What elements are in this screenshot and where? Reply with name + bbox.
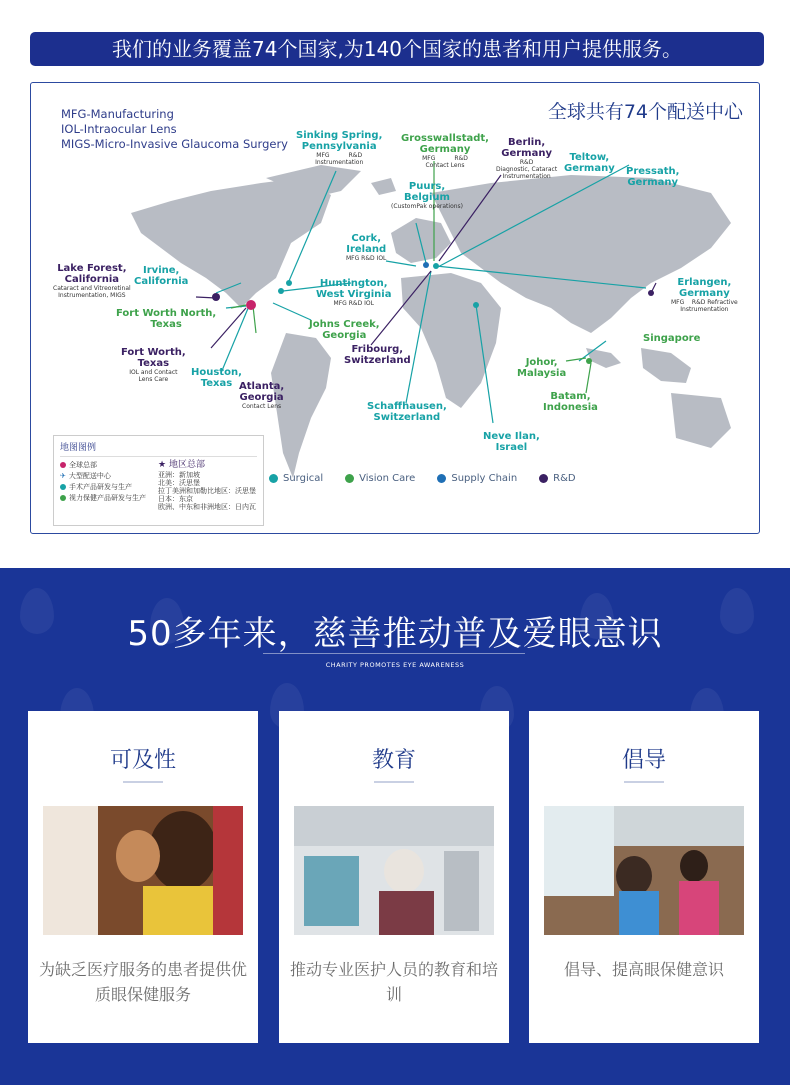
- card-divider: [374, 781, 414, 783]
- headquarters-dot-icon: [60, 462, 66, 468]
- site-note: (CustomPak operations): [391, 203, 464, 210]
- card-divider: [624, 781, 664, 783]
- site-name: Lake Forest, California: [57, 263, 127, 285]
- abbr-line: MIGS-Micro-Invasive Glaucoma Surgery: [61, 137, 288, 151]
- map-title: 全球共有74个配送中心: [547, 101, 743, 123]
- site-name: Pressath, Germany: [626, 166, 680, 188]
- site-singapore: [643, 333, 700, 344]
- site-erlangen: [671, 277, 738, 313]
- card-title: 倡导: [621, 748, 666, 773]
- site-huntington: [316, 278, 391, 307]
- abbr-line: IOL-Intraocular Lens: [61, 122, 177, 136]
- site-note: R&D Diagnostic, Cataract Instrumentation: [496, 159, 558, 180]
- airplane-icon: ✈: [60, 472, 66, 480]
- card-text: 为缺乏医疗服务的患者提供优质眼保健服务: [38, 960, 247, 1004]
- key-item: 全球总部: [69, 461, 97, 469]
- charity-subheading: CHARITY PROMOTES EYE AWARENESS: [325, 661, 465, 669]
- site-name: Houston, Texas: [191, 367, 242, 389]
- site-note: Cataract and Vitreoretinal Instrumentation, MIGS: [53, 285, 131, 299]
- regional-line: 北美：沃思堡: [158, 479, 200, 487]
- site-name: Johns Creek, Georgia: [309, 319, 380, 341]
- card-education: [279, 711, 509, 1043]
- site-note: MFG R&D Refractive Instrumentation: [671, 299, 738, 313]
- top-banner: 我们的业务覆盖74个国家,为140个国家的患者和用户提供服务。: [30, 32, 764, 66]
- site-lake-forest: [53, 263, 131, 299]
- site-neve-ilan: [483, 431, 540, 453]
- site-name: Teltow, Germany: [564, 152, 615, 174]
- map-key: [53, 435, 264, 526]
- vision-care-dot-icon: [60, 495, 66, 501]
- site-pressath: [626, 166, 679, 188]
- abbreviation-legend: [61, 107, 288, 152]
- site-name: Puurs, Belgium: [404, 181, 450, 203]
- charity-heading: 50多年来，慈善推动普及爱眼意识: [127, 614, 663, 654]
- legend-vision-care: Vision Care: [345, 473, 415, 484]
- photo-surgical-training: [294, 806, 494, 935]
- site-teltow: [564, 152, 615, 174]
- photo-child-eye-exam: [43, 806, 243, 935]
- key-item: 视力保健产品研发与生产: [69, 494, 146, 502]
- site-cork: [346, 233, 386, 262]
- regional-line: 欧洲、中东和非洲地区：日内瓦: [158, 503, 256, 511]
- map-key-title: 地图图例: [60, 440, 257, 457]
- site-schaffhausen: [367, 401, 447, 423]
- site-note: MFG R&D Instrumentation: [315, 152, 364, 166]
- regional-line: 亚洲：新加坡: [158, 471, 200, 479]
- card-text: 推动专业医护人员的教育和培训: [289, 960, 498, 1004]
- photo-awareness-event: [544, 806, 744, 935]
- site-name: Erlangen, Germany: [677, 277, 732, 299]
- card-title: 可及性: [109, 748, 176, 773]
- site-name: Neve Ilan, Israel: [483, 431, 540, 453]
- site-note: IOL and Contact Lens Care: [129, 369, 178, 383]
- abbr-line: MFG-Manufacturing: [61, 107, 174, 121]
- site-note: MFG R&D IOL: [333, 300, 374, 307]
- site-name: Cork, Ireland: [346, 233, 387, 255]
- site-fort-worth-north: [116, 308, 216, 330]
- site-houston: [191, 367, 242, 389]
- site-fribourg: [344, 344, 411, 366]
- site-name: Fort Worth North, Texas: [116, 308, 217, 330]
- site-name: Huntington, West Virginia: [316, 278, 392, 300]
- site-name: Berlin, Germany: [501, 137, 552, 159]
- surgical-dot-icon: [60, 484, 66, 490]
- site-name: Grosswallstadt, Germany: [401, 133, 489, 155]
- site-note: MFG R&D IOL: [346, 255, 387, 262]
- world-map-card: [30, 82, 760, 534]
- regional-hq-title: 地区总部: [168, 460, 205, 470]
- site-note: MFG R&D Contact Lens: [422, 155, 468, 169]
- site-batam: [543, 391, 598, 413]
- site-johns-creek: [309, 319, 380, 341]
- legend-supply-chain: Supply Chain: [437, 473, 517, 484]
- legend-surgical: Surgical: [269, 473, 323, 484]
- regional-line: 日本：东京: [158, 495, 193, 503]
- site-grosswallstadt: [401, 133, 489, 169]
- site-name: Sinking Spring, Pennsylvania: [296, 130, 383, 152]
- site-name: Johor, Malaysia: [517, 357, 567, 379]
- key-item: 大型配送中心: [68, 472, 111, 480]
- site-name: Singapore: [643, 333, 701, 344]
- card-text: 倡导、提高眼保健意识: [563, 960, 724, 979]
- site-name: Schaffhausen, Switzerland: [367, 401, 447, 423]
- card-accessibility: [28, 711, 258, 1043]
- key-item: 手术产品研发与生产: [69, 483, 132, 491]
- card-title: 教育: [371, 748, 416, 773]
- heading-divider: [263, 653, 525, 654]
- legend-rd: R&D: [539, 473, 575, 484]
- site-name: Batam, Indonesia: [543, 391, 598, 413]
- site-name: Irvine, California: [134, 265, 189, 287]
- site-puurs: [391, 181, 463, 210]
- site-irvine: [134, 265, 188, 287]
- card-advocacy: [529, 711, 759, 1043]
- card-divider: [123, 781, 163, 783]
- site-atlanta: [239, 381, 284, 410]
- site-johor: [517, 357, 566, 379]
- charity-section: [0, 568, 790, 1085]
- site-fort-worth: [121, 347, 186, 383]
- site-sinking-spring: [296, 130, 382, 166]
- star-icon: ★: [158, 460, 167, 470]
- site-name: Fort Worth, Texas: [121, 347, 186, 369]
- site-name: Atlanta, Georgia: [239, 381, 285, 403]
- site-berlin: [496, 137, 557, 180]
- regional-line: 拉丁美洲和加勒比地区：沃思堡: [158, 487, 256, 495]
- category-legend: [269, 473, 576, 484]
- site-name: Fribourg, Switzerland: [344, 344, 411, 366]
- site-note: Contact Lens: [242, 403, 282, 410]
